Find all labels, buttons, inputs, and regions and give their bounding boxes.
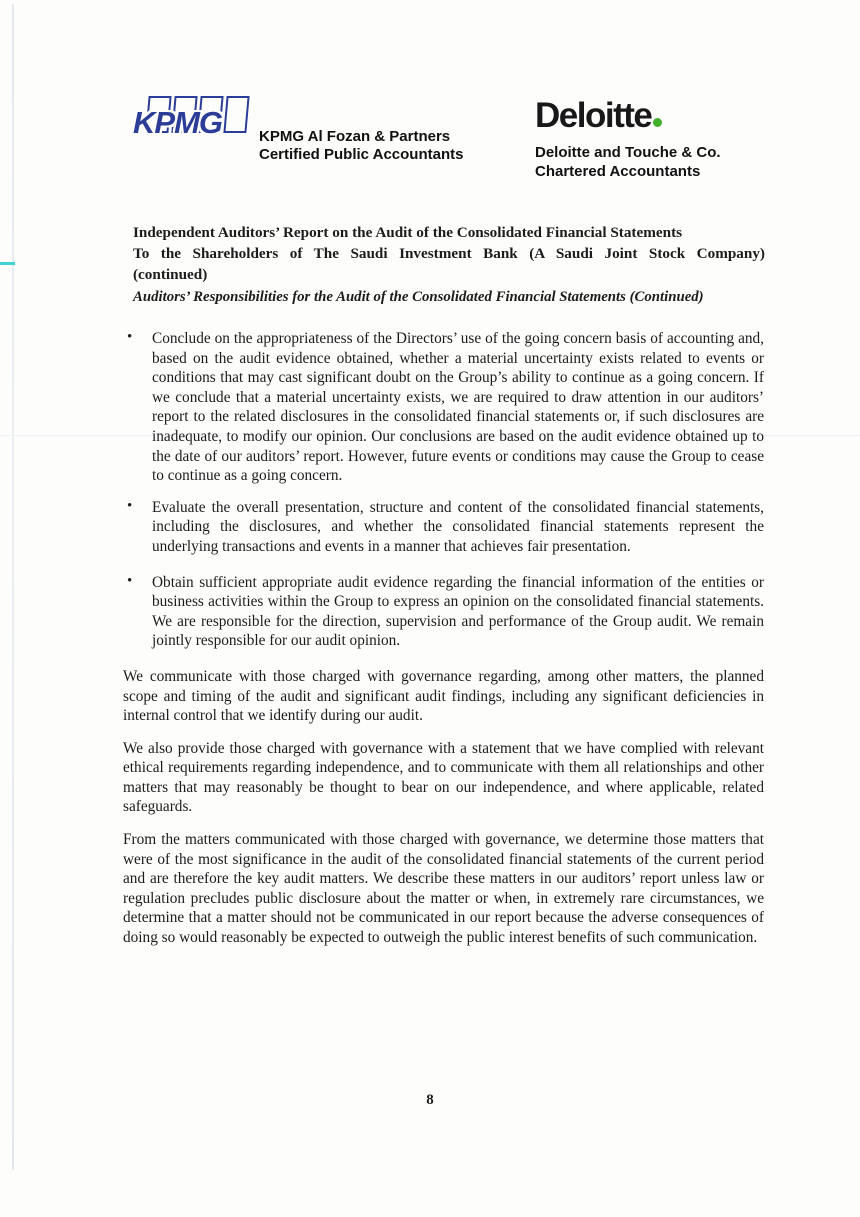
bullet-item [123, 573, 764, 651]
bullet-text-conclude: Conclude on the appropriateness of the Directors’ use of the going concern basis of accounting and, based on the audit evidence obtained, whether a material uncertainty exists related to events or conditions that may cast significant doubt on the Group’s ability to continue as a going concern. If we conclude that a material uncertainty exists, we are required to draw attention in our auditors’ report to the related disclosures in the consolidated financial statements or, if such disclosures are inadequate, to modify our opinion. Our conclusions are based on the audit evidence obtained up to the date of our auditors’ report. However, future events or conditions may cause the Group to cease to continue as a going concern. [152, 330, 764, 485]
bullet-text-obtain: Obtain sufficient appropriate audit evidence regarding the financial information of the entities or business activities within the Group to express an opinion on the consolidated financial statements. We are responsible for the direction, supervision and performance of the Group audit. We remain jointly responsible for our audit opinion. [152, 573, 764, 650]
kpmg-logo [133, 96, 243, 148]
kpmg-logo-wordmark: KPMG [133, 105, 222, 140]
deloitte-green-dot-icon [653, 118, 662, 127]
deloitte-firm-subtitle: Chartered Accountants [535, 163, 701, 180]
paragraph-communicate: We communicate with those charged with governance regarding, among other matters, the planned scope and timing of the audit and significant audit findings, including any significant deficiencies in internal control that we identify during our audit. [123, 667, 764, 725]
report-title-line-2: To the Shareholders of The Saudi Investment Bank (A Saudi Joint Stock Company) [133, 245, 765, 262]
bullet-glyph: • [127, 572, 133, 589]
kpmg-firm-subtitle: Certified Public Accountants [259, 146, 464, 163]
kpmg-firm-name: KPMG Al Fozan & Partners [259, 128, 451, 145]
bullet-glyph: • [127, 329, 133, 345]
kpmg-firm-details [259, 128, 463, 164]
bullet-item [123, 329, 764, 486]
bullet-item [123, 498, 764, 557]
bullet-text-evaluate: Evaluate the overall presentation, structure and content of the consolidated financial statements, including the disclosures, and whether the consolidated financial statements represent the underlying transactions and events in a manner that achieves fair presentation. [152, 498, 764, 555]
section-heading: Auditors’ Responsibilities for the Audit of the Consolidated Financial Statements (Continued) [133, 289, 704, 305]
paragraph-key-audit-matters: From the matters communicated with those charged with governance, we determine those matters that were of the most significance in the audit of the consolidated financial statements of the current period and are therefore the key audit matters. We describe these matters in our auditors’ report unless law or regulation precludes public disclosure about the matter or when, in extremely rare circumstances, we determine that a matter should not be communicated in our report because the adverse consequences of doing so would reasonably be expected to outweigh the public interest benefits of such communication. [123, 831, 764, 947]
page-number: 8 [426, 1092, 434, 1108]
deloitte-logo-text: Deloitte [535, 96, 652, 135]
deloitte-header [535, 98, 795, 181]
kpmg-logo-box-icon [223, 96, 249, 133]
bullet-glyph: • [127, 497, 133, 514]
scan-artifact-vertical-line [12, 4, 14, 1170]
deloitte-firm-details [535, 143, 795, 181]
report-title [133, 222, 765, 285]
report-title-line-1: Independent Auditors’ Report on the Audit of the Consolidated Financial Statements [133, 224, 683, 241]
deloitte-firm-name: Deloitte and Touche & Co. [535, 144, 721, 161]
scan-artifact-cyan-mark [0, 262, 15, 265]
report-title-line-3: (continued) [133, 266, 208, 283]
kpmg-header [133, 96, 503, 164]
paragraph-ethical: We also provide those charged with governance with a statement that we have complied with relevant ethical requirements regarding independence, and to communicate with them all relationships and other matters that may reasonably be thought to bear on our independence, and where applicable, related safeguards. [123, 739, 764, 816]
deloitte-logo-wordmark [535, 98, 795, 134]
report-body [123, 329, 764, 961]
